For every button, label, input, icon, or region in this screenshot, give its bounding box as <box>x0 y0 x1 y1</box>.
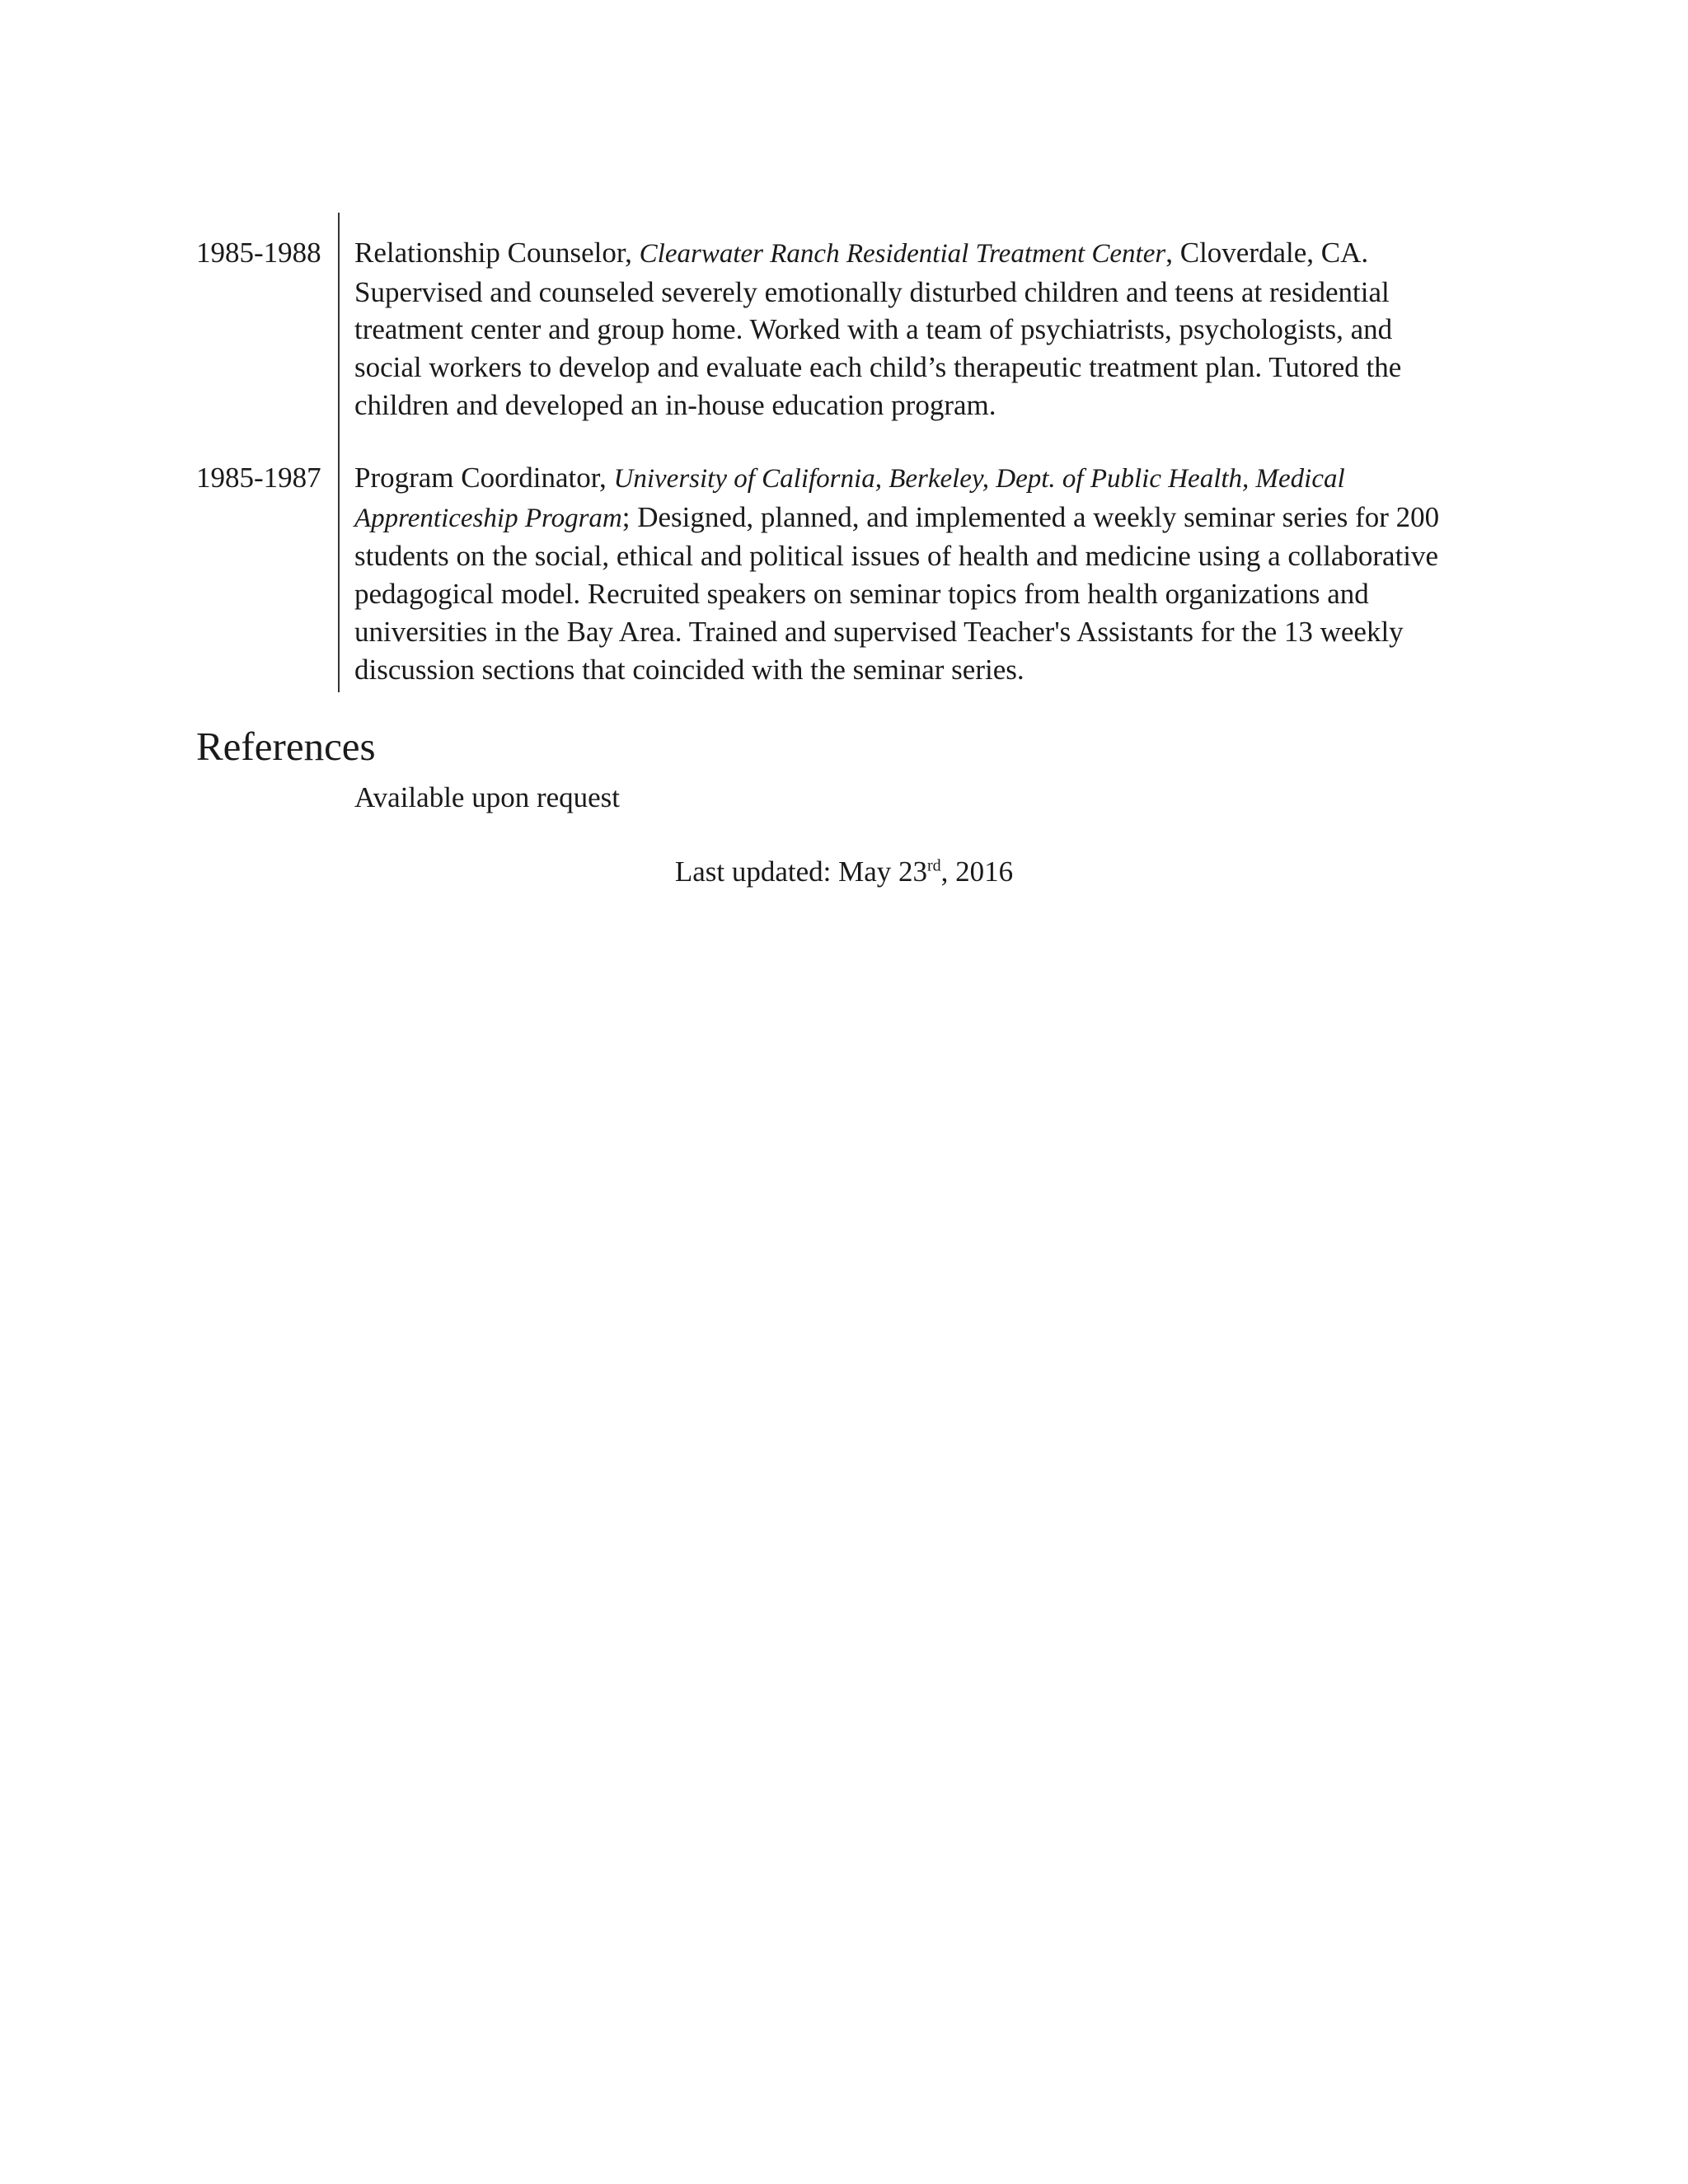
description-line: Supervised and counseled severely emotionally disturbed children and teens at residential <box>354 275 1390 308</box>
job-title: Program Coordinator, <box>354 462 614 494</box>
references-text: Available upon request <box>354 781 621 813</box>
experience-entry <box>354 459 1492 688</box>
location: , Cloverdale, CA. <box>1165 237 1369 269</box>
organization-name: Clearwater Ranch Residential Treatment Center <box>639 239 1166 269</box>
experience-entry <box>354 234 1492 424</box>
timeline-divider <box>338 213 340 692</box>
last-updated-prefix: Last updated: May 23 <box>674 855 927 888</box>
entry-heading-line <box>354 499 1492 538</box>
description-line: discussion sections that coincided with the seminar series. <box>354 653 1025 686</box>
description-line: universities in the Bay Area. Trained and supervised Teacher's Assistants for the 13 weekly <box>354 615 1404 648</box>
description-line: students on the social, ethical and political issues of health and medicine using a collaborative <box>354 540 1439 573</box>
entry-dates: 1985-1988 <box>196 237 321 269</box>
description-text: ; Designed, planned, and implemented a weekly seminar series for 200 <box>621 500 1440 533</box>
description-line: children and developed an in-house education program. <box>354 388 996 421</box>
organization-name: University of California, Berkeley, Dept. of Public Health, Medical <box>613 464 1345 494</box>
ordinal-suffix: rd <box>927 856 941 875</box>
job-title: Relationship Counselor, <box>354 237 640 269</box>
last-updated-year: , 2016 <box>940 855 1014 888</box>
description-line: treatment center and group home. Worked with a team of psychiatrists, psychologists, and <box>354 313 1393 346</box>
entry-dates: 1985-1987 <box>196 462 321 494</box>
entry-heading-line <box>354 459 1492 499</box>
description-line: pedagogical model. Recruited speakers on seminar topics from health organizations and <box>354 578 1369 611</box>
last-updated <box>0 853 1688 891</box>
entry-heading-line <box>354 234 1492 274</box>
description-line: social workers to develop and evaluate each child’s therapeutic treatment plan. Tutored the <box>354 351 1402 384</box>
section-heading-references: References <box>196 724 376 769</box>
organization-name: Apprenticeship Program <box>354 503 622 533</box>
